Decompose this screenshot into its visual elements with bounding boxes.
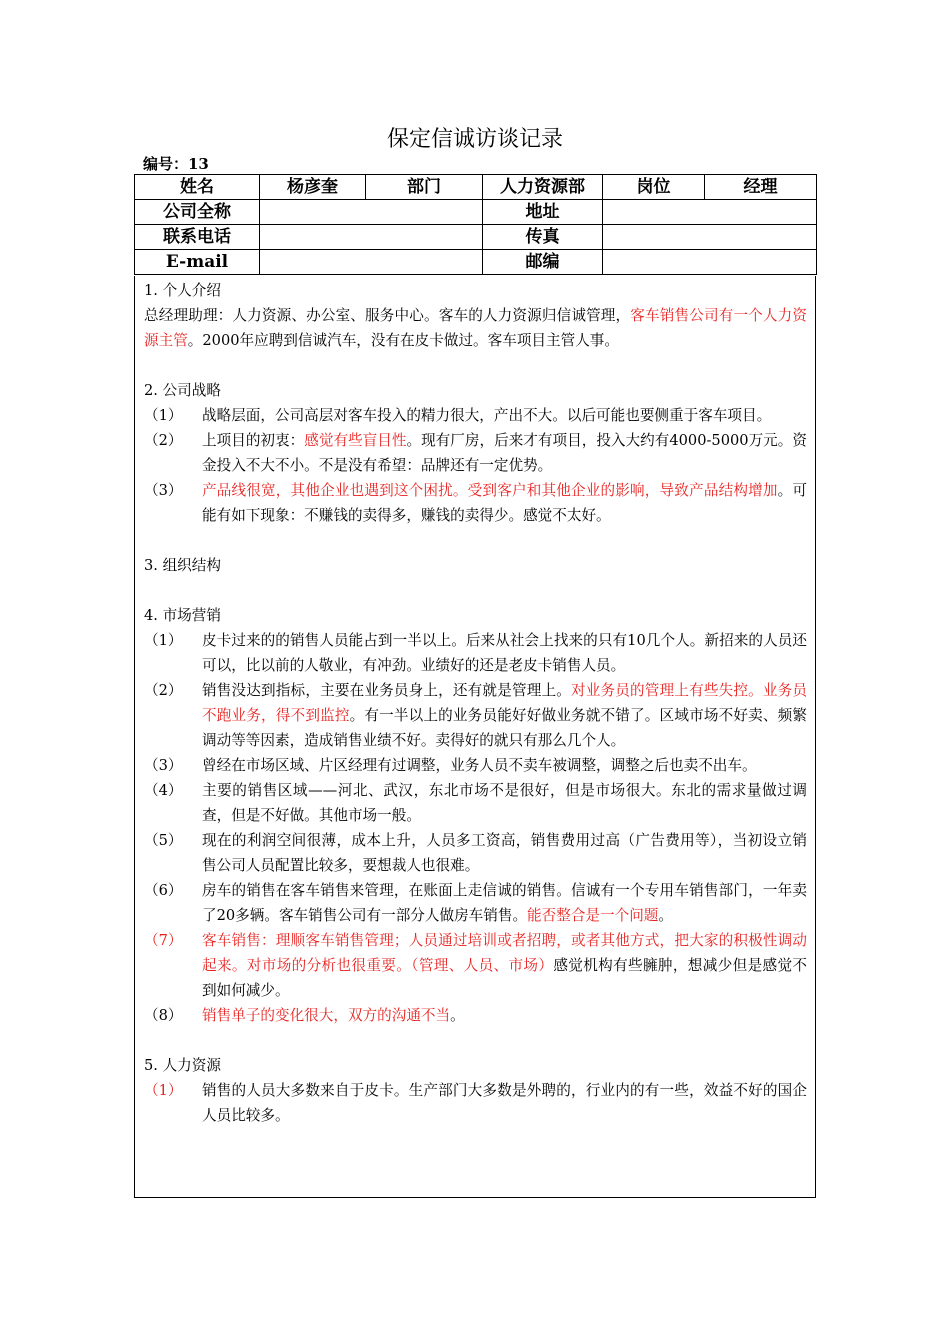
section-title-personal: 1. 个人介绍 [144,282,221,299]
label-company: 公司全称 [135,200,260,225]
list-item: （1） 销售的人员大多数来自于皮卡。生产部门大多数是外聘的，行业内的有一些，效益不好的国企人员比较多。 [144,1082,807,1124]
value-address [603,200,817,225]
list-item: （1） 战略层面，公司高层对客车投入的精力很大，产出不大。以后可能也要侧重于客车项目。 [144,407,772,424]
label-phone: 联系电话 [135,225,260,250]
paragraph-personal: 总经理助理：人力资源、办公室、服务中心。客车的人力资源归信诚管理，客车销售公司有一个人力资源主管。2000年应聘到信诚汽车，没有在皮卡做过。客车项目主管人事。 [144,307,807,349]
value-department: 人力资源部 [483,175,603,200]
list-item: （5） 现在的利润空间很薄，成本上升，人员多工资高，销售费用过高（广告费用等），当初设立销售公司人员配置比较多，要想裁人也很难。 [144,832,807,874]
info-table [134,174,817,275]
value-position: 经理 [705,175,817,200]
value-name: 杨彦奎 [260,175,366,200]
label-position: 岗位 [603,175,705,200]
value-email [260,250,483,275]
label-postcode: 邮编 [483,250,603,275]
list-item: （1） 皮卡过来的的销售人员能占到一半以上。后来从社会上找来的只有10几个人。新招来的人员还可以，比以前的人敬业，有冲劲。业绩好的还是老皮卡销售人员。 [144,632,807,674]
table-row [135,200,817,225]
list-item: （2） 销售没达到指标，主要在业务员身上，还有就是管理上。对业务员的管理上有些失控。业务员不跑业务，得不到监控。有一半以上的业务员能好好做业务就不错了。区域市场不好卖、频繁调动等等因素，造成销售业绩不好。卖得好的就只有那么几个人。 [144,682,807,749]
value-postcode [603,250,817,275]
list-item: （3） 曾经在市场区域、片区经理有过调整，业务人员不卖车被调整，调整之后也卖不出车。 [144,757,757,774]
page-title: 保定信诚访谈记录 [386,127,563,152]
label-name: 姓名 [135,175,260,200]
value-fax [603,225,817,250]
list-item: （4） 主要的销售区域——河北、武汉，东北市场不是很好，但是市场很大。东北的需求量做过调查，但是不好做。其他市场一般。 [144,782,807,824]
value-company [260,200,483,225]
document-number: 编号：13 [143,155,209,173]
table-row [135,225,817,250]
table-row [135,175,817,200]
label-email: E-mail [135,250,260,275]
list-item: （6） 房车的销售在客车销售来管理，在账面上走信诚的销售。信诚有一个专用车销售部门，一年卖了20多辆。客车销售公司有一部分人做房车销售。能否整合是一个问题。 [144,882,807,924]
section-title-marketing: 4. 市场营销 [144,607,221,624]
table-row [135,250,817,275]
list-item: （7） 客车销售：理顺客车销售管理；人员通过培训或者招聘，或者其他方式，把大家的积极性调动起来。对市场的分析也很重要。（管理、人员、市场）感觉机构有些臃肿，想减少但是感觉不到如何减少。 [144,932,807,999]
label-address: 地址 [483,200,603,225]
list-item: （3） 产品线很宽，其他企业也遇到这个困扰。受到客户和其他企业的影响，导致产品结构增加。可能有如下现象：不赚钱的卖得多，赚钱的卖得少。感觉不太好。 [144,482,807,524]
list-item: （2） 上项目的初衷：感觉有些盲目性。现有厂房，后来才有项目，投入大约有4000-5000万元。资金投入不大不小。不是没有希望：品牌还有一定优势。 [144,432,807,474]
interview-notes-box [134,276,816,1198]
section-title-strategy: 2. 公司战略 [144,382,221,399]
section-title-organization: 3. 组织结构 [144,557,221,574]
label-fax: 传真 [483,225,603,250]
value-phone [260,225,483,250]
list-item: （8） 销售单子的变化很大，双方的沟通不当。 [144,1007,465,1024]
section-title-hr: 5. 人力资源 [144,1057,221,1074]
label-department: 部门 [366,175,483,200]
